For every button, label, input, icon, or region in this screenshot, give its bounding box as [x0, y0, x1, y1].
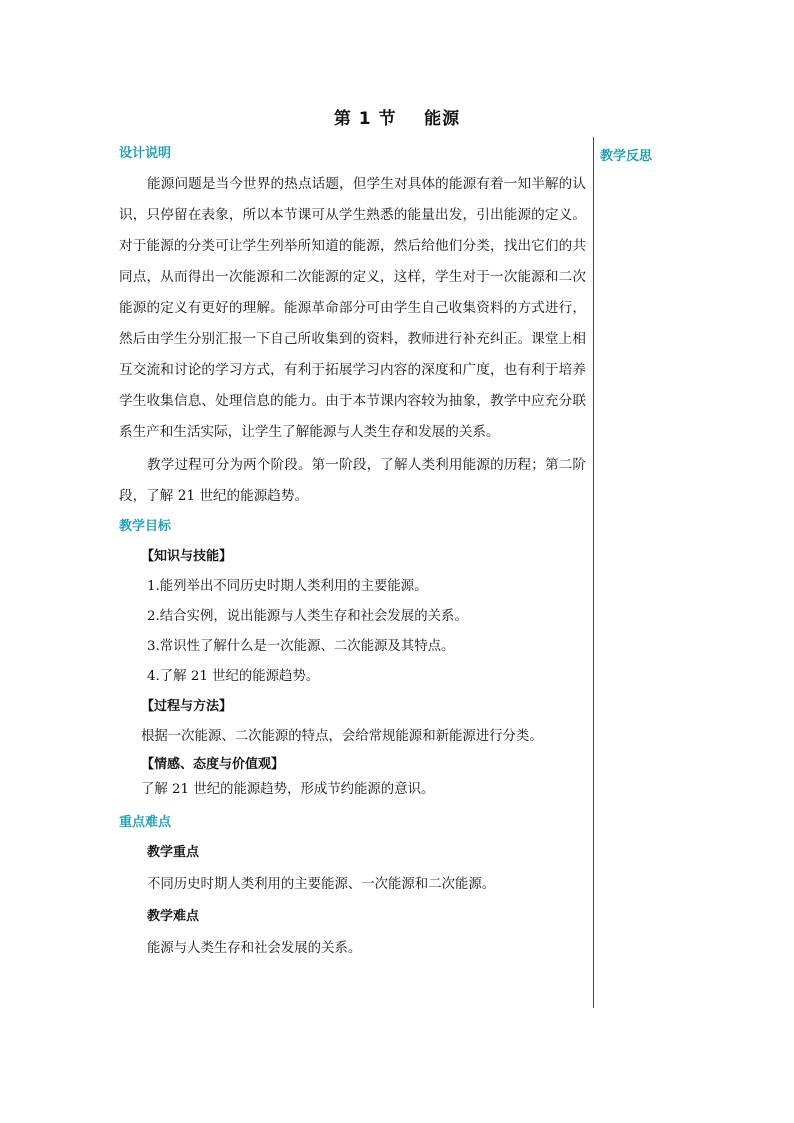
focus-text: 不同历史时期人类利用的主要能源、一次能源和二次能源。: [147, 877, 496, 892]
emotion-label: 【情感、态度与价值观】: [141, 757, 285, 772]
difficulty-text: 能源与人类生存和社会发展的关系。: [147, 941, 362, 956]
objectives-heading: 教学目标: [119, 519, 172, 534]
reflection-heading: 教学反思: [600, 149, 653, 164]
knowledge-item: 2.结合实例，说出能源与人类生存和社会发展的关系。: [147, 609, 468, 624]
difficulty-label: 教学难点: [147, 909, 200, 924]
knowledge-item: 4.了解 21 世纪的能源趋势。: [147, 669, 320, 684]
keypoints-heading: 重点难点: [119, 815, 172, 830]
design-paragraph: 教学过程可分为两个阶段。第一阶段，了解人类利用能源的历程；第二阶段，了解 21 世纪的能源趋势。: [119, 457, 586, 504]
design-paragraph: 能源问题是当今世界的热点话题，但学生对具体的能源有着一知半解的认识，只停留在表象，所以本节课可从学生熟悉的能量出发，引出能源的定义。对于能源的分类可让学生列举所知道的能源，然后给他们分类，找出它们的共同点，从而得出一次能源和二次能源的定义，这样，学生对于一次能源和二次能源的定义有更好的理解。能源革命部分可由学生自己收集资料的方式进行，然后由学生分别汇报一下自己所收集到的资料，教师进行补充纠正。课堂上相互交流和讨论的学习方式，有利于拓展学习内容的深度和广度，也有利于培养学生收集信息、处理信息的能力。由于本节课内容较为抽象，教学中应充分联系生产和生活实际，让学生了解能源与人类生存和发展的关系。: [119, 176, 586, 440]
knowledge-item: 1.能列举出不同历史时期人类利用的主要能源。: [147, 579, 428, 594]
objectives-section: [119, 542, 586, 802]
knowledge-item: 3.常识性了解什么是一次能源、二次能源及其特点。: [147, 639, 455, 654]
column-divider: [593, 137, 594, 1008]
knowledge-label: 【知识与技能】: [141, 549, 233, 564]
focus-label: 教学重点: [147, 845, 200, 860]
emotion-text: 了解 21 世纪的能源趋势，形成节约能源的意识。: [141, 782, 435, 797]
design-heading: 设计说明: [119, 146, 172, 161]
design-section: [119, 169, 586, 512]
page-title: 第 1 节 能源: [333, 109, 461, 129]
main-column: [119, 143, 586, 966]
process-label: 【过程与方法】: [141, 699, 233, 714]
process-text: 根据一次能源、二次能源的特点，会给常规能源和新能源进行分类。: [141, 729, 543, 744]
keypoints-section: [119, 838, 586, 966]
